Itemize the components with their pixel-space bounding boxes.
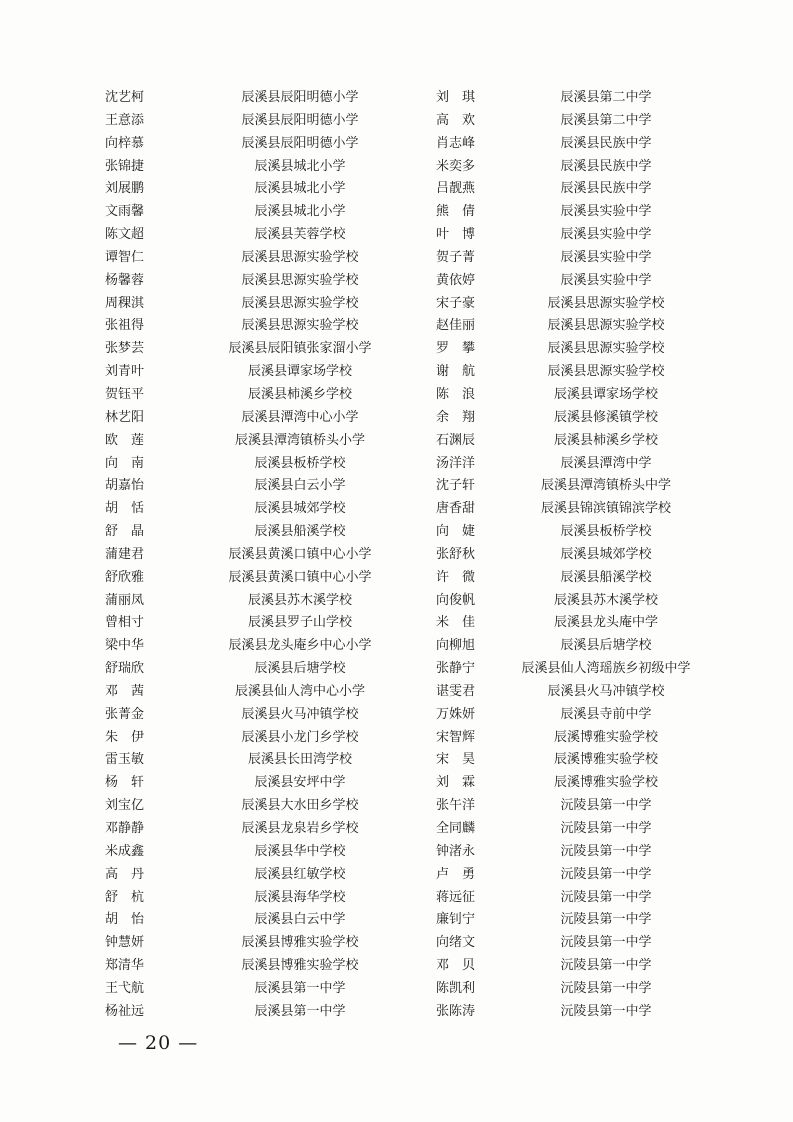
school-name: 辰溪县实验中学 <box>560 272 652 288</box>
school-name: 沅陵县第一中学 <box>560 866 652 882</box>
student-name: 向梓慕 <box>105 135 145 151</box>
student-name: 蒲丽凤 <box>105 592 145 608</box>
student-name: 胡 恬 <box>105 501 145 517</box>
school-name: 辰溪县板桥学校 <box>560 524 652 540</box>
school-name: 沅陵县第一中学 <box>560 935 652 951</box>
school-name: 辰溪县实验中学 <box>560 204 652 220</box>
list-row <box>0 156 793 179</box>
student-name: 宋 昊 <box>436 752 476 768</box>
school-name: 辰溪县潭湾中学 <box>560 455 652 471</box>
school-name: 辰溪县实验中学 <box>560 227 652 243</box>
school-name: 辰溪县思源实验学校 <box>547 341 665 357</box>
school-name: 辰溪县安坪中学 <box>254 775 346 791</box>
school-name: 沅陵县第一中学 <box>560 798 652 814</box>
student-name: 赵佳丽 <box>436 318 476 334</box>
school-name: 辰溪县思源实验学校 <box>241 318 359 334</box>
school-name: 辰溪县海华学校 <box>254 889 346 905</box>
student-name: 蒋远征 <box>436 889 476 905</box>
student-name: 廉钊宁 <box>436 912 476 928</box>
school-name: 辰溪县潭湾镇桥头小学 <box>234 432 365 448</box>
student-name: 张陈涛 <box>436 1003 476 1019</box>
student-name: 汤洋洋 <box>436 455 476 471</box>
school-name: 沅陵县第一中学 <box>560 843 652 859</box>
student-name: 谭智仁 <box>105 249 145 265</box>
school-name: 辰溪县船溪学校 <box>254 524 346 540</box>
school-name: 辰溪县博雅实验学校 <box>241 935 359 951</box>
list-row <box>0 361 793 384</box>
student-name: 吕靓燕 <box>436 181 476 197</box>
student-name: 文雨馨 <box>105 204 145 220</box>
student-name: 王意添 <box>105 112 145 128</box>
school-name: 辰溪县第二中学 <box>560 112 652 128</box>
student-name: 陈文超 <box>105 227 145 243</box>
student-name: 贺钰平 <box>105 386 145 402</box>
student-name: 舒瑞欣 <box>105 661 145 677</box>
list-row <box>0 749 793 772</box>
list-row <box>0 201 793 224</box>
student-name: 舒 杭 <box>105 889 145 905</box>
school-name: 辰溪县思源实验学校 <box>241 295 359 311</box>
list-row <box>0 315 793 338</box>
list-row <box>0 475 793 498</box>
student-name: 叶 博 <box>436 227 476 243</box>
student-name: 梁中华 <box>105 638 145 654</box>
school-name: 辰溪县思源实验学校 <box>241 249 359 265</box>
student-name: 卢 勇 <box>436 866 476 882</box>
student-name: 贺子菁 <box>436 249 476 265</box>
school-name: 辰溪县民族中学 <box>560 135 652 151</box>
student-name: 米 佳 <box>436 615 476 631</box>
school-name: 辰溪县城北小学 <box>254 204 346 220</box>
school-name: 辰溪县思源实验学校 <box>547 318 665 334</box>
list-row <box>0 841 793 864</box>
school-name: 辰溪县龙头庵中学 <box>553 615 658 631</box>
student-name: 唐香甜 <box>436 501 476 517</box>
school-name: 辰溪县仙人湾中心小学 <box>234 683 365 699</box>
list-row <box>0 612 793 635</box>
student-name: 舒欣雅 <box>105 569 145 585</box>
school-name: 辰溪县城北小学 <box>254 181 346 197</box>
student-name: 刘青叶 <box>105 364 145 380</box>
list-row <box>0 224 793 247</box>
list-row <box>0 430 793 453</box>
school-name: 辰溪县罗子山学校 <box>247 615 352 631</box>
school-name: 辰溪县修溪镇学校 <box>553 409 658 425</box>
student-name: 刘宝亿 <box>105 798 145 814</box>
school-name: 辰溪县思源实验学校 <box>241 272 359 288</box>
student-name: 石渊辰 <box>436 432 476 448</box>
school-name: 辰溪县第一中学 <box>254 980 346 996</box>
list-row <box>0 635 793 658</box>
student-name: 钟慧妍 <box>105 935 145 951</box>
school-name: 辰溪县谭家场学校 <box>553 386 658 402</box>
student-name: 曾相寸 <box>105 615 145 631</box>
list-row <box>0 818 793 841</box>
school-name: 辰溪县黄溪口镇中心小学 <box>228 546 372 562</box>
name-list <box>0 87 793 1024</box>
school-name: 辰溪博雅实验学校 <box>553 752 658 768</box>
student-name: 张菁金 <box>105 706 145 722</box>
list-row <box>0 909 793 932</box>
school-name: 辰溪县第二中学 <box>560 90 652 105</box>
school-name: 沅陵县第一中学 <box>560 889 652 905</box>
school-name: 辰溪县龙头庵乡中心小学 <box>228 638 372 654</box>
school-name: 辰溪县博雅实验学校 <box>241 958 359 974</box>
student-name: 邓 茜 <box>105 683 145 699</box>
list-row <box>0 704 793 727</box>
school-name: 辰溪县龙泉岩乡学校 <box>241 821 359 836</box>
student-name: 谌雯君 <box>436 683 476 699</box>
student-name: 宋智辉 <box>436 729 476 745</box>
student-name: 钟渚永 <box>436 843 476 859</box>
student-name: 罗 攀 <box>436 341 476 357</box>
student-name: 王弋航 <box>105 980 145 996</box>
school-name: 辰溪博雅实验学校 <box>553 775 658 791</box>
student-name: 刘 霖 <box>436 775 476 791</box>
school-name: 辰溪县大水田乡学校 <box>241 798 359 814</box>
list-row <box>0 864 793 887</box>
student-name: 谢 航 <box>436 364 476 380</box>
school-name: 辰溪县城北小学 <box>254 158 346 174</box>
student-name: 全同麟 <box>436 821 476 836</box>
student-name: 杨馨蓉 <box>105 272 145 288</box>
school-name: 辰溪县白云中学 <box>254 912 346 928</box>
student-name: 张午洋 <box>436 798 476 814</box>
list-row <box>0 178 793 201</box>
student-name: 向 婕 <box>436 524 476 540</box>
list-row <box>0 932 793 955</box>
student-name: 欧 莲 <box>105 432 145 448</box>
school-name: 辰溪县实验中学 <box>560 249 652 265</box>
list-row <box>0 293 793 316</box>
school-name: 沅陵县第一中学 <box>560 958 652 974</box>
student-name: 向绪文 <box>436 935 476 951</box>
list-row <box>0 544 793 567</box>
school-name: 辰溪县潭湾中心小学 <box>241 409 359 425</box>
student-name: 黄依婷 <box>436 272 476 288</box>
student-name: 高 丹 <box>105 866 145 882</box>
list-row <box>0 567 793 590</box>
school-name: 沅陵县第一中学 <box>560 821 652 836</box>
student-name: 蒲建君 <box>105 546 145 562</box>
student-name: 许 微 <box>436 569 476 585</box>
list-row <box>0 727 793 750</box>
list-row <box>0 453 793 476</box>
student-name: 陈凯利 <box>436 980 476 996</box>
list-row <box>0 772 793 795</box>
school-name: 辰溪博雅实验学校 <box>553 729 658 745</box>
school-name: 辰溪县思源实验学校 <box>547 295 665 311</box>
student-name: 杨祉远 <box>105 1003 145 1019</box>
list-row <box>0 247 793 270</box>
list-row <box>0 521 793 544</box>
school-name: 辰溪县苏木溪学校 <box>553 592 658 608</box>
list-row <box>0 87 793 110</box>
student-name: 杨 轩 <box>105 775 145 791</box>
school-name: 辰溪县后塘学校 <box>560 638 652 654</box>
school-name: 辰溪县柿溪乡学校 <box>553 432 658 448</box>
school-name: 辰溪县火马冲镇学校 <box>547 683 665 699</box>
student-name: 邓静静 <box>105 821 145 836</box>
student-name: 沈艺柯 <box>105 90 145 105</box>
student-name: 邓 贝 <box>436 958 476 974</box>
school-name: 辰溪县红敏学校 <box>254 866 346 882</box>
student-name: 张梦芸 <box>105 341 145 357</box>
student-name: 宋子豪 <box>436 295 476 311</box>
student-name: 熊 倩 <box>436 204 476 220</box>
school-name: 沅陵县第一中学 <box>560 1003 652 1019</box>
student-name: 舒 晶 <box>105 524 145 540</box>
student-name: 胡嘉怡 <box>105 478 145 494</box>
list-row <box>0 681 793 704</box>
school-name: 辰溪县黄溪口镇中心小学 <box>228 569 372 585</box>
student-name: 向 南 <box>105 455 145 471</box>
school-name: 辰溪县辰阳镇张家溜小学 <box>228 341 372 357</box>
student-name: 高 欢 <box>436 112 476 128</box>
list-row <box>0 498 793 521</box>
school-name: 辰溪县仙人湾瑶族乡初级中学 <box>521 661 691 677</box>
school-name: 辰溪县白云小学 <box>254 478 346 494</box>
school-name: 辰溪县民族中学 <box>560 158 652 174</box>
student-name: 胡 怡 <box>105 912 145 928</box>
school-name: 辰溪县民族中学 <box>560 181 652 197</box>
list-row <box>0 887 793 910</box>
student-name: 林艺阳 <box>105 409 145 425</box>
list-row <box>0 1001 793 1024</box>
list-row <box>0 978 793 1001</box>
school-name: 辰溪县船溪学校 <box>560 569 652 585</box>
student-name: 雷玉敏 <box>105 752 145 768</box>
list-row <box>0 795 793 818</box>
student-name: 张舒秋 <box>436 546 476 562</box>
student-name: 郑清华 <box>105 958 145 974</box>
list-row <box>0 590 793 613</box>
student-name: 向柳旭 <box>436 638 476 654</box>
school-name: 辰溪县思源实验学校 <box>547 364 665 380</box>
list-row <box>0 407 793 430</box>
student-name: 米奕多 <box>436 158 476 174</box>
school-name: 辰溪县小龙门乡学校 <box>241 729 359 745</box>
school-name: 辰溪县华中学校 <box>254 843 346 859</box>
school-name: 辰溪县城郊学校 <box>254 501 346 517</box>
student-name: 朱 伊 <box>105 729 145 745</box>
school-name: 辰溪县第一中学 <box>254 1003 346 1019</box>
student-name: 万姝妍 <box>436 706 476 722</box>
list-row <box>0 110 793 133</box>
school-name: 辰溪县柿溪乡学校 <box>247 386 352 402</box>
school-name: 辰溪县板桥学校 <box>254 455 346 471</box>
list-row <box>0 133 793 156</box>
school-name: 辰溪县火马冲镇学校 <box>241 706 359 722</box>
student-name: 陈 浪 <box>436 386 476 402</box>
school-name: 辰溪县辰阳明德小学 <box>241 90 359 105</box>
student-name: 张静宁 <box>436 661 476 677</box>
school-name: 辰溪县长田湾学校 <box>247 752 352 768</box>
student-name: 余 翔 <box>436 409 476 425</box>
school-name: 沅陵县第一中学 <box>560 980 652 996</box>
school-name: 辰溪县后塘学校 <box>254 661 346 677</box>
student-name: 肖志峰 <box>436 135 476 151</box>
student-name: 刘 琪 <box>436 90 476 105</box>
list-row <box>0 384 793 407</box>
list-row <box>0 955 793 978</box>
school-name: 辰溪县锦滨镇锦滨学校 <box>540 501 671 517</box>
student-name: 张锦捷 <box>105 158 145 174</box>
student-name: 刘展鹏 <box>105 181 145 197</box>
school-name: 辰溪县城郊学校 <box>560 546 652 562</box>
student-name: 张祖得 <box>105 318 145 334</box>
school-name: 辰溪县辰阳明德小学 <box>241 135 359 151</box>
school-name: 辰溪县谭家场学校 <box>247 364 352 380</box>
school-name: 辰溪县苏木溪学校 <box>247 592 352 608</box>
student-name: 沈子轩 <box>436 478 476 494</box>
list-row <box>0 270 793 293</box>
page-number: — 20 — <box>118 1032 199 1054</box>
school-name: 辰溪县寺前中学 <box>560 706 652 722</box>
school-name: 辰溪县潭湾镇桥头中学 <box>540 478 671 494</box>
school-name: 辰溪县芙蓉学校 <box>254 227 346 243</box>
student-name: 向俊帆 <box>436 592 476 608</box>
list-row <box>0 658 793 681</box>
student-name: 周稞淇 <box>105 295 145 311</box>
school-name: 辰溪县辰阳明德小学 <box>241 112 359 128</box>
student-name: 米成鑫 <box>105 843 145 859</box>
school-name: 沅陵县第一中学 <box>560 912 652 928</box>
list-row <box>0 338 793 361</box>
